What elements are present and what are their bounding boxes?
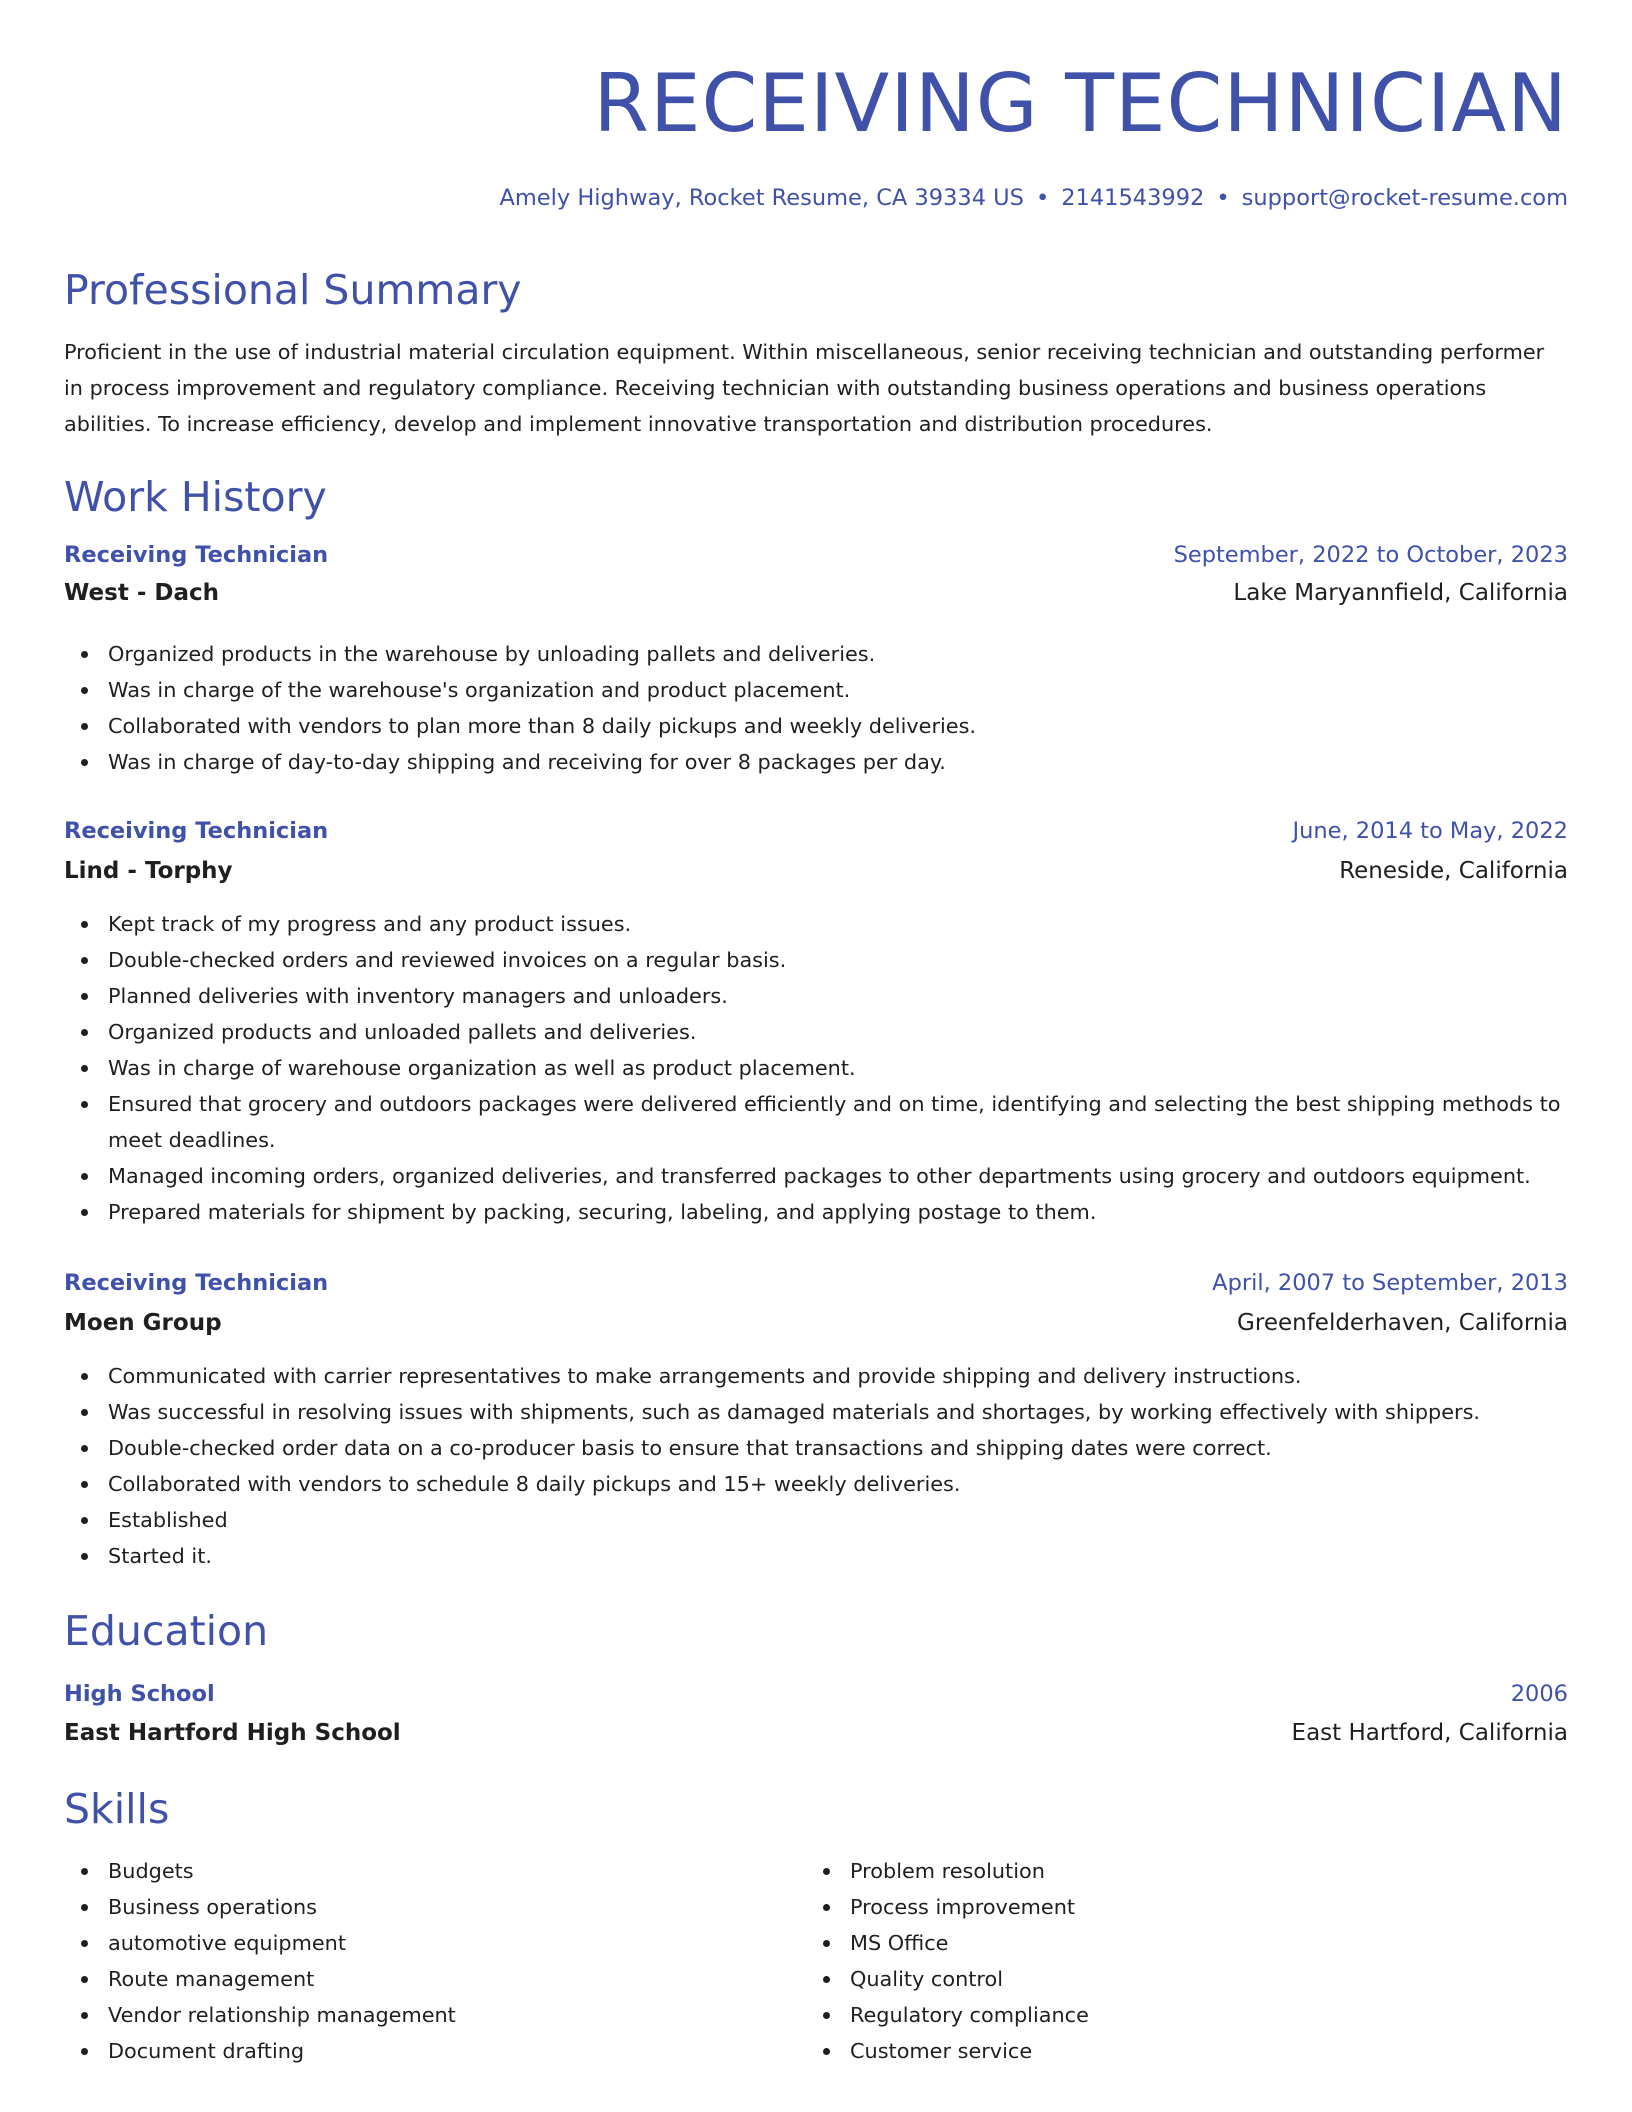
list-item: Planned deliveries with inventory managers and unloaders. [64,978,1568,1014]
job-location: Greenfelderhaven, California [1237,1310,1568,1336]
job-dates: September, 2022 to October, 2023 [1173,542,1568,568]
education-school-row [64,1716,1568,1750]
skills-list-left [64,1853,764,2069]
list-item: Was in charge of the warehouse's organization and product placement. [64,672,1568,708]
education-location: East Hartford, California [1291,1720,1568,1746]
section-heading-education: Education [64,1607,269,1655]
job-location: Reneside, California [1339,858,1568,884]
skill-item: Problem resolution [806,1853,1506,1889]
skill-item: Route management [64,1961,764,1997]
job-bullets [64,1358,1568,1574]
skill-item: Quality control [806,1961,1506,1997]
list-item: Double-checked order data on a co-producer basis to ensure that transactions and shipping dates were correct. [64,1430,1568,1466]
list-item: Established [64,1502,1568,1538]
education-year: 2006 [1510,1681,1568,1707]
skill-item: Vendor relationship management [64,1997,764,2033]
skill-item: Regulatory compliance [806,1997,1506,2033]
contact-separator: • [1035,185,1050,211]
resume-title: RECEIVING TECHNICIAN [593,57,1568,150]
skill-item: Business operations [64,1889,764,1925]
contact-email[interactable]: support@rocket-resume.com [1241,185,1568,211]
education-school: East Hartford High School [64,1720,401,1746]
contact-address: Amely Highway, Rocket Resume, CA 39334 US [499,185,1024,211]
job-header [64,538,1568,572]
list-item: Was successful in resolving issues with shipments, such as damaged materials and shortages, by working effectively with shippers. [64,1394,1568,1430]
list-item: Collaborated with vendors to schedule 8 daily pickups and 15+ weekly deliveries. [64,1466,1568,1502]
skill-item: MS Office [806,1925,1506,1961]
list-item: Organized products and unloaded pallets and deliveries. [64,1014,1568,1050]
list-item: Was in charge of warehouse organization as well as product placement. [64,1050,1568,1086]
job-company-row [64,854,1568,888]
resume-page [64,0,1568,2112]
list-item: Ensured that grocery and outdoors packages were delivered efficiently and on time, identifying and selecting the best shipping methods to meet deadlines. [64,1086,1568,1158]
job-header [64,1266,1568,1300]
skill-item: Document drafting [64,2033,764,2069]
contact-phone: 2141543992 [1061,185,1205,211]
skill-item: Customer service [806,2033,1506,2069]
contact-line [499,182,1568,214]
job-company: Moen Group [64,1310,222,1336]
job-title: Receiving Technician [64,542,329,568]
job-company-row [64,1306,1568,1340]
list-item: Communicated with carrier representatives to make arrangements and provide shipping and delivery instructions. [64,1358,1568,1394]
job-dates: April, 2007 to September, 2013 [1212,1270,1568,1296]
list-item: Managed incoming orders, organized deliveries, and transferred packages to other departments using grocery and outdoors equipment. [64,1158,1568,1194]
job-bullets [64,636,1568,780]
list-item: Prepared materials for shipment by packing, securing, labeling, and applying postage to them. [64,1194,1568,1230]
list-item: Kept track of my progress and any product issues. [64,906,1568,942]
job-company: Lind - Torphy [64,858,233,884]
skill-item: Process improvement [806,1889,1506,1925]
education-degree: High School [64,1681,215,1707]
job-company-row [64,576,1568,610]
section-heading-work-history: Work History [64,473,327,521]
list-item: Started it. [64,1538,1568,1574]
list-item: Was in charge of day-to-day shipping and receiving for over 8 packages per day. [64,744,1568,780]
section-heading-skills: Skills [64,1785,170,1833]
job-header [64,814,1568,848]
job-bullets [64,906,1568,1230]
summary-text: Proficient in the use of industrial material circulation equipment. Within miscellaneous, senior receiving technician and outstanding performer in process improvement and regulatory compliance. Receiving technician with outstanding business operations and business operations abilities. To increase efficiency, develop and implement innovative transportation and distribution procedures. [64,340,1545,436]
list-item: Double-checked orders and reviewed invoices on a regular basis. [64,942,1568,978]
job-dates: June, 2014 to May, 2022 [1292,818,1568,844]
contact-separator: • [1216,185,1230,211]
job-title: Receiving Technician [64,1270,329,1296]
list-item: Organized products in the warehouse by unloading pallets and deliveries. [64,636,1568,672]
skill-item: automotive equipment [64,1925,764,1961]
job-location: Lake Maryannfield, California [1233,580,1568,606]
education-header [64,1677,1568,1711]
skill-item: Budgets [64,1853,764,1889]
skills-list-right [806,1853,1506,2069]
job-title: Receiving Technician [64,818,329,844]
section-heading-summary: Professional Summary [64,266,522,314]
list-item: Collaborated with vendors to plan more than 8 daily pickups and weekly deliveries. [64,708,1568,744]
job-company: West - Dach [64,580,220,606]
